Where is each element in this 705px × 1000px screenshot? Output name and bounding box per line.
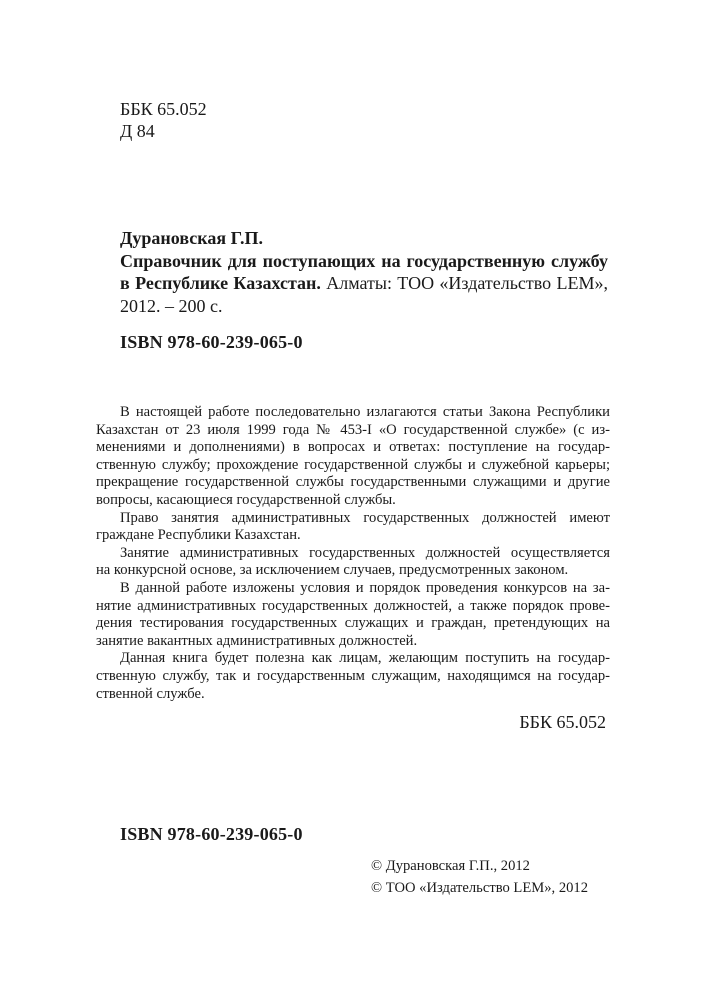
bbk-code: ББК 65.052 <box>120 99 207 119</box>
annotation-line: на конкурсной основе, за исключением случаев, предусмотренных законом. <box>96 562 569 579</box>
classification-codes <box>120 98 207 142</box>
annotation-line: менениями и дополнениями) в вопросах и ответах: поступление на государ- <box>96 439 610 456</box>
book-title-line-1: Справочник для поступающих на государственную службу <box>120 250 608 271</box>
annotation-line: прекращение государственной службы государственными служащими и другие <box>96 474 610 491</box>
copyright-publisher: © ТОО «Издательство LEM», 2012 <box>371 880 589 896</box>
isbn-bottom: ISBN 978-60-239-065-0 <box>120 824 303 844</box>
annotation-line: В настоящей работе последовательно излагаются статьи Закона Республики <box>120 404 610 420</box>
book-title-line-2 <box>120 272 608 295</box>
annotation-line: граждане Республики Казахстан. <box>96 527 301 544</box>
year-pages: 2012. – 200 с. <box>120 295 223 316</box>
annotation-line: Казахстан от 23 июля 1999 года № 453-I «О государственной службе» (с из- <box>96 421 610 438</box>
copyright-author: © Дурановская Г.П., 2012 <box>371 858 530 874</box>
bbk-code-bottom: ББК 65.052 <box>519 712 606 732</box>
annotation-line: ственную службу, так и государственным служащим, находящимся на государ- <box>96 667 610 684</box>
annotation-line: ственной службе. <box>96 685 205 702</box>
annotation-line: Занятие административных государственных должностей осуществляется <box>120 544 610 561</box>
annotation-line: ственную службу; прохождение государственной службы и служебной карьеры; <box>96 456 610 473</box>
annotation-line: нятие административных государственных должностей, а также порядок прове- <box>96 597 610 614</box>
annotation-line: В данной работе изложены условия и порядок проведения конкурсов на за- <box>120 579 610 596</box>
annotation-line: дения тестирования государственных служащих и граждан, претендующих на <box>96 615 610 632</box>
annotation-line: Право занятия административных государственных должностей имеют <box>120 509 610 526</box>
author-mark: Д 84 <box>120 121 155 141</box>
book-title-end: в Республике Казахстан. <box>120 273 321 293</box>
author-name: Дурановская Г.П. <box>120 228 264 248</box>
annotation-line: вопросы, касающиеся государственной службы. <box>96 491 396 508</box>
bibliographic-description <box>120 227 608 317</box>
annotation-line: занятие вакантных административных должностей. <box>96 632 418 649</box>
annotation-line: Данная книга будет полезна как лицам, желающим поступить на государ- <box>120 650 610 667</box>
copyright-block <box>371 855 588 899</box>
publisher-info: Алматы: ТОО «Издательство LEM», <box>320 273 608 293</box>
isbn-top: ISBN 978-60-239-065-0 <box>120 332 303 352</box>
annotation <box>96 404 610 703</box>
